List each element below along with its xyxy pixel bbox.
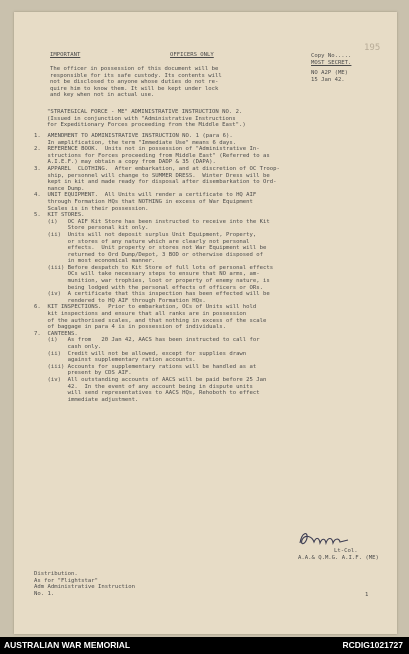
custody-line: not be disclosed to anyone whose duties do not re-	[50, 79, 219, 86]
header-officers-only: OFFICERS ONLY	[170, 52, 214, 58]
distribution-list	[34, 571, 209, 597]
body-line: 3. APPAREL CLOTHING. After embarkation, and at discretion of OC Troop-	[34, 165, 280, 172]
distribution-line: No. 1.	[34, 590, 55, 597]
body-line: of the authorised scales, and that nothing in excess of the scale	[34, 317, 267, 324]
signature-rank: Lt-Col.	[334, 548, 358, 554]
body-line: (iii) Before despatch to Kit Store of full lots of personal effects	[34, 264, 274, 271]
body-line: 6. KIT INSPECTIONS. Prior to embarkation, OCs of Units will hold	[34, 304, 257, 311]
body-line: being lodged with the personal effects of officers or ORs.	[34, 284, 264, 291]
body-line: rendered to HQ AIF through Formation HQs.	[34, 297, 206, 304]
body-line: 7. CANTEENS.	[34, 330, 78, 337]
body-line: 1. AMENDMENT TO ADMINISTRATIVE INSTRUCTION NO. 1 (para 6).	[34, 133, 233, 139]
title-line: (Issued in conjunction with "Administrative Instructions	[47, 115, 236, 122]
body-line: (ii) Credit will not be allowed, except for supplies drawn	[34, 350, 247, 357]
custody-line: quire him to know them. It will be kept under lock	[50, 85, 219, 92]
body-line: Scales is in their possession.	[34, 205, 149, 212]
custody-line: The officer in possession of this document will be	[50, 66, 219, 72]
body-line: returned to Ord Dump/Depot, 3 BOD or otherwise disposed of	[34, 251, 264, 258]
distribution-line: Adm Administrative Instruction	[34, 584, 136, 591]
body-line: present by CDS AIF.	[34, 370, 132, 377]
body-line: in most economical manner.	[34, 258, 156, 265]
classification-label: MOST SECRET.	[311, 60, 352, 66]
distribution-line: As for "Flightstar"	[34, 577, 98, 584]
body-line: cash only.	[34, 344, 102, 350]
body-line: ship, personnel will change to SUMMER DRESS. Winter Dress will be	[34, 172, 270, 179]
instruction-body	[34, 133, 399, 403]
body-line: effects. Unit property or stores not War Equipment will be	[34, 245, 267, 252]
custody-line: responsible for its safe custody. Its contents will	[50, 72, 222, 79]
body-line: 5. KIT STORES.	[34, 212, 85, 219]
distribution-mark: 1	[365, 592, 369, 598]
copy-number: Copy No.....	[311, 53, 352, 59]
archive-footer	[0, 637, 409, 654]
document-date: 15 Jan 42.	[311, 77, 345, 83]
reference-number: NO A2P (ME)	[311, 70, 349, 76]
header-important: IMPORTANT	[50, 52, 81, 58]
body-line: A.I.E.F.) may obtain a copy from DADP & 35 (DAPA).	[34, 159, 216, 166]
body-line: through Formation HQs that NOTHING in excess of War Equipment	[34, 198, 253, 205]
custody-line: and key when not in actual use.	[50, 92, 155, 99]
body-line: of baggage in para 4 is in possession of individuals.	[34, 324, 226, 331]
archive-id: RCDIG1021727	[342, 640, 403, 650]
body-line: kept in kit and made ready for disposal after disembarkation to Ord-	[34, 179, 277, 186]
body-line: (iv) A certificate that this inspection has been effected will be	[34, 291, 270, 298]
body-line: nance Dump.	[34, 185, 85, 192]
body-line: will send representatives to AACS HQs, Rehoboth to effect	[34, 390, 260, 397]
body-line: (iii) Accounts for supplementary rations will be handled as at	[34, 363, 257, 370]
body-line: (i) As from 20 Jan 42, AACS has been instructed to call for	[34, 337, 260, 344]
handwritten-signature	[296, 528, 354, 550]
body-line: against supplementary ration accounts.	[34, 357, 196, 364]
body-line: 2. REFERENCE BOOK. Units not in possession of "Administrative In-	[34, 146, 260, 153]
body-line: 42. In the event of any account being in dispute units	[34, 383, 253, 390]
body-line: (i) OC AIF Kit Store has been instructed to receive into the Kit	[34, 218, 270, 225]
instruction-title	[47, 109, 399, 129]
body-line: OCs will take necessary steps to ensure that NO arms, am-	[34, 271, 260, 278]
body-line: structions for Forces proceeding from Middle East" (Referred to as	[34, 152, 270, 159]
title-line: "STRATEGICAL FORCE - ME" ADMINISTRATIVE INSTRUCTION NO. 2.	[47, 109, 243, 115]
body-line: immediate adjustment.	[34, 396, 139, 403]
body-line: (ii) Units will not deposit surplus Unit Equipment, Property,	[34, 231, 257, 238]
body-line: In amplification, the term "Immediate Use" means 6 days.	[34, 139, 237, 146]
archive-name: AUSTRALIAN WAR MEMORIAL	[4, 640, 131, 650]
body-line: Store personal kit only.	[34, 225, 149, 232]
custody-notice	[50, 66, 289, 99]
distribution-line: Distribution.	[34, 571, 78, 577]
body-line: munition, war trophies, loot or property of enemy nature, is	[34, 278, 270, 285]
signature-title: A.A.& Q.M.G. A.I.F. (ME)	[298, 555, 379, 561]
title-line: for Expeditionary Forces proceeding from the Middle East".)	[47, 122, 246, 129]
body-line: 4. UNIT EQUIPMENT. All Units will render a certificate to HQ AIF	[34, 192, 257, 199]
page-number: 195	[364, 43, 381, 53]
body-line: kit inspections and ensure that all ranks are in possession	[34, 311, 247, 318]
body-line: or stores of any nature which are clearly not personal	[34, 238, 250, 245]
body-line: (iv) All outstanding accounts of AACS will be paid before 25 Jan	[34, 376, 267, 383]
